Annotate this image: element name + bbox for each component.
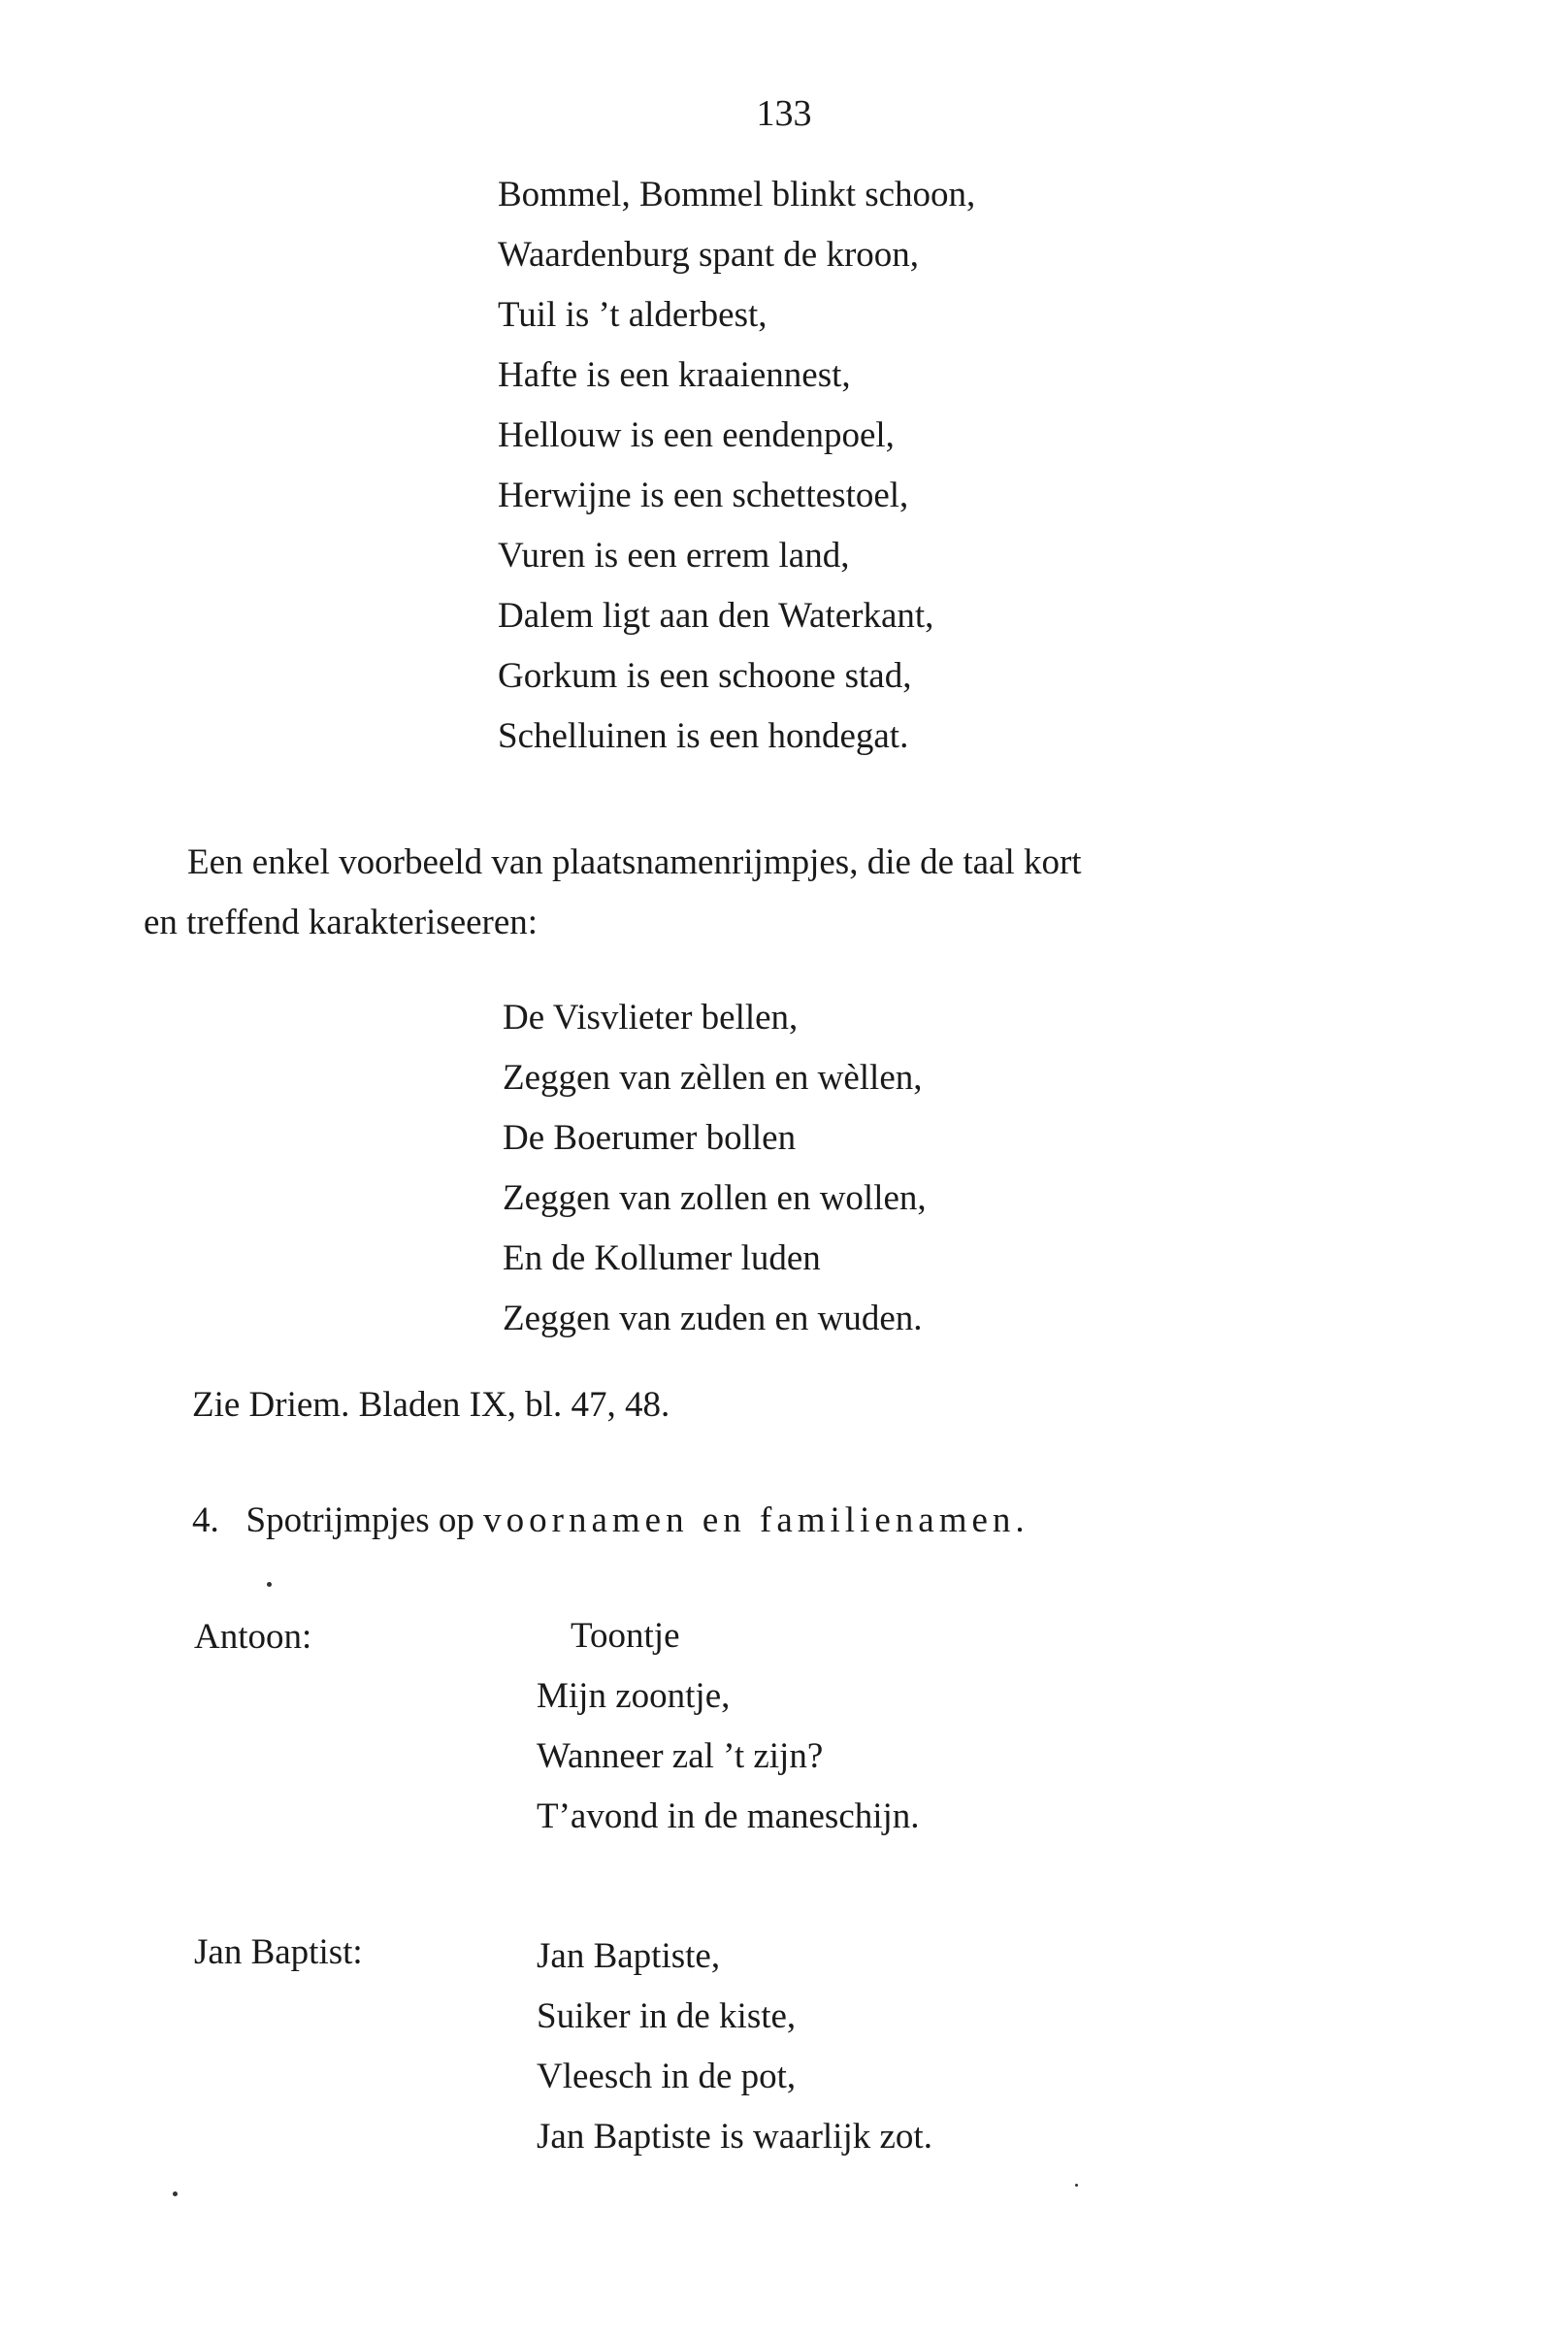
jan-baptist-verse — [537, 1927, 932, 2167]
verse-line: Hellouw is een eendenpoel, — [498, 415, 895, 455]
verse-line: Gorkum is een schoone stad, — [498, 656, 912, 696]
ink-speck — [267, 1582, 272, 1587]
section-heading — [192, 1499, 1029, 1541]
verse-line: Suiker in de kiste, — [537, 1996, 797, 2036]
verse-line: Tuil is ’t alderbest, — [498, 295, 768, 335]
antoon-verse — [537, 1606, 920, 1847]
verse-visvliet — [503, 988, 927, 1349]
verse-line: Wanneer zal ’t zijn? — [537, 1736, 824, 1776]
verse-line: Zeggen van zèllen en wèllen, — [503, 1058, 923, 1098]
verse-line: Hafte is een kraaiennest, — [498, 355, 851, 395]
section-title-spaced: voornamen en familienamen. — [483, 1500, 1029, 1540]
jan-baptist-label: Jan Baptist: — [194, 1932, 363, 1972]
verse-line: De Visvlieter bellen, — [503, 998, 799, 1038]
verse-line: Zeggen van zuden en wuden. — [503, 1299, 923, 1338]
intro-line-2: en treffend karakteriseeren: — [144, 903, 539, 942]
intro-paragraph — [144, 833, 1405, 953]
verse-line: De Boerumer bollen — [503, 1118, 797, 1158]
verse-line: Schelluinen is een hondegat. — [498, 716, 909, 756]
verse-line: Bommel, Bommel blinkt schoon, — [498, 175, 976, 214]
intro-line-1: Een enkel voorbeeld van plaatsnamenrijmpjes, die de taal kort — [187, 842, 1082, 882]
verse-line: Zeggen van zollen en wollen, — [503, 1178, 927, 1218]
verse-line: Dalem ligt aan den Waterkant, — [498, 596, 934, 636]
section-title: Spotrijmpjes op — [245, 1500, 474, 1540]
verse-line: Jan Baptiste, — [537, 1936, 721, 1976]
verse-bommel — [498, 165, 975, 767]
verse-line: En de Kollumer luden — [503, 1238, 821, 1278]
reference-note: Zie Driem. Bladen IX, bl. 47, 48. — [192, 1385, 670, 1425]
page-number: 133 — [756, 93, 812, 134]
antoon-label: Antoon: — [194, 1617, 312, 1657]
verse-line: Herwijne is een schettestoel, — [498, 476, 909, 515]
verse-line: Vleesch in de pot, — [537, 2057, 797, 2096]
ink-speck — [173, 2191, 178, 2196]
verse-line: Waardenburg spant de kroon, — [498, 235, 920, 275]
verse-line: T’avond in de maneschijn. — [537, 1796, 920, 1836]
verse-line: Jan Baptiste is waarlijk zot. — [537, 2117, 932, 2157]
verse-line: Vuren is een errem land, — [498, 536, 850, 576]
verse-line: Mijn zoontje, — [537, 1676, 731, 1716]
section-number: 4. — [192, 1500, 219, 1540]
ink-speck — [1075, 2184, 1078, 2187]
verse-line: Toontje — [571, 1616, 680, 1656]
